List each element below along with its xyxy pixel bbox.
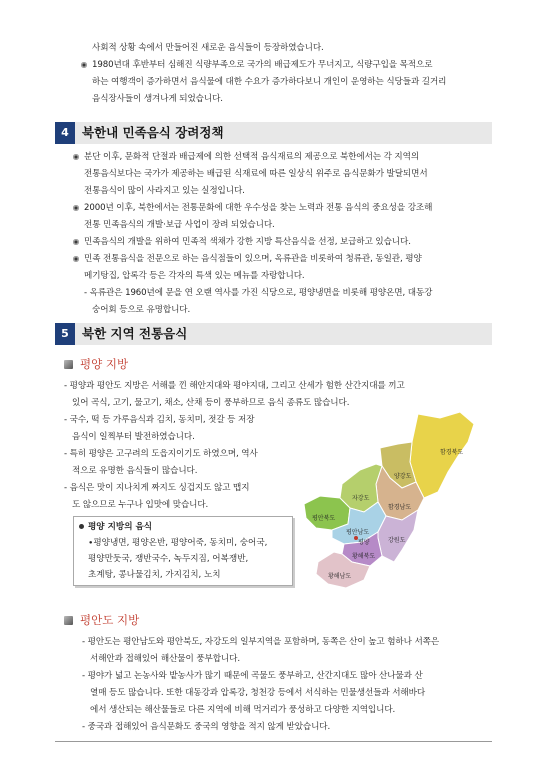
section-4-heading — [55, 122, 492, 144]
box-line: ∙평양냉면, 평양온반, 평양어죽, 동치미, 숭어국, — [88, 538, 268, 548]
bullet-line: 메기탕집, 압록각 등은 각자의 특색 있는 메뉴를 자랑합니다. — [84, 271, 305, 281]
bullet-line: 전통 민족음식의 개발·보급 사업이 장려 되었습니다. — [84, 220, 275, 230]
section-number: 4 — [55, 122, 75, 144]
map-label: 강원도 — [388, 537, 406, 544]
para-line: - 중국과 접해있어 음식문화도 중국의 영향을 적지 않게 받았습니다. — [82, 722, 331, 732]
cube-bullet-icon — [64, 616, 73, 625]
map-label: 함경북도 — [440, 449, 464, 456]
intro-line: 하는 여행객이 증가하면서 음식물에 대한 수요가 증가하다보니 개인이 운영하는 식당들과 길거리 — [92, 77, 447, 87]
para-line: 음식이 일찍부터 발전하였습니다. — [72, 432, 195, 442]
intro-line: 1980년대 후반부터 심해진 식량부족으로 국가의 배급제도가 무너지고, 식량구입을 목적으로 — [92, 57, 432, 74]
map-label: 자강도 — [352, 495, 370, 502]
box-title: 평양 지방의 음식 — [88, 522, 153, 532]
bullet-line: 전통음식보다는 국가가 제공하는 배급된 식재료에 따른 일상식 위주로 음식문화가 발달되면서 — [84, 169, 428, 179]
para-line: 있어 곡식, 고기, 물고기, 채소, 산채 등이 풍부하므로 음식 종류도 많습니다. — [72, 398, 350, 408]
bullet-line: 민족 전통음식을 전문으로 하는 음식점들이 있으며, 옥류관을 비롯하여 청류관, 동일관, 평양 — [84, 251, 422, 268]
north-korea-map — [298, 412, 480, 596]
map-label: 황해남도 — [328, 573, 352, 580]
para-line: 에서 생산되는 해산물들로 다른 지역에 비해 먹거리가 풍성하고 다양한 지역입니다. — [90, 705, 396, 715]
bullet-line: 2000년 이후, 북한에서는 전통문화에 대한 우수성을 찾는 노력과 전통 음식의 중요성을 강조해 — [84, 200, 432, 217]
cube-bullet-icon — [64, 360, 73, 369]
section-number: 5 — [55, 323, 75, 345]
map-label: 평양 — [358, 539, 370, 546]
para-line: - 국수, 떡 등 가루음식과 김치, 동치미, 젓갈 등 저장 — [64, 415, 255, 425]
map-label: 평안남도 — [346, 529, 370, 536]
para-line: - 평야가 넓고 논농사와 밭농사가 많기 때문에 곡물도 풍부하고, 산간지대도 많아 산나물과 산 — [82, 671, 423, 681]
para-line: 서해안과 접해있어 해산물이 풍부합니다. — [90, 654, 240, 664]
para-line: 도 않으므로 누구나 입맛에 맞습니다. — [72, 500, 209, 510]
para-line: - 평안도는 평안남도와 평안북도, 자강도의 일부지역을 포함하며, 동쪽은 산이 높고 험하나 서쪽은 — [82, 637, 440, 647]
para-line: - 음식은 맛이 지나치게 짜지도 싱겁지도 않고 맵지 — [64, 483, 250, 493]
intro-line: 사회적 상황 속에서 만들어진 새로운 음식들이 등장하였습니다. — [92, 43, 324, 53]
map-label: 평안북도 — [312, 515, 336, 522]
map-label: 함경남도 — [388, 504, 412, 511]
pyongyang-food-box — [73, 516, 293, 586]
subheading-text: 평양 지방 — [80, 357, 129, 371]
para-line: 적으로 유명한 음식들이 많습니다. — [72, 466, 198, 476]
map-label: 황해북도 — [352, 553, 376, 560]
para-line: - 특히 평양은 고구려의 도읍지이기도 하였으며, 역사 — [64, 449, 258, 459]
subheading-pyongyang — [64, 357, 128, 371]
bullet-line: 숭어회 등으로 유명합니다. — [92, 305, 191, 315]
bullet-line: 분단 이후, 문화적 단절과 배급제에 의한 선택적 음식재료의 제공으로 북한에서는 각 지역의 — [84, 149, 419, 166]
para-line: 열매 등도 많습니다. 또한 대동강과 압록강, 청천강 등에서 서식하는 민물생선들과 서해바다 — [90, 688, 426, 698]
section-5-heading — [55, 323, 492, 345]
footer-rule — [55, 741, 492, 742]
box-line: 평양만둣국, 쟁반국수, 녹두지짐, 어복쟁반, — [88, 554, 249, 564]
bullet-line: 민족음식의 개발을 위하여 민족적 색채가 강한 지방 특산음식을 선정, 보급하고 있습니다. — [84, 234, 411, 251]
intro-line: 음식장사들이 생겨나게 되었습니다. — [92, 94, 223, 104]
section-title: 북한내 민족음식 장려정책 — [82, 125, 224, 140]
subheading-pyongan — [64, 613, 139, 627]
subheading-text: 평안도 지방 — [80, 613, 140, 627]
section-title: 북한 지역 전통음식 — [82, 326, 188, 341]
bullet-line: 전통음식이 많이 사라지고 있는 실정입니다. — [84, 186, 245, 196]
para-line: - 평양과 평안도 지방은 서해를 낀 해안지대와 평야지대, 그리고 산세가 험한 산간지대를 끼고 — [64, 381, 405, 391]
map-region-pyonganbuk — [304, 496, 350, 530]
bullet-line: - 옥류관은 1960년에 문을 연 오랜 역사를 가진 식당으로, 평양냉면을 비롯해 평양온면, 대동강 — [84, 288, 433, 298]
box-line: 초계탕, 콩나물김치, 가지김치, 노치 — [88, 570, 221, 580]
map-label: 양강도 — [394, 473, 412, 480]
